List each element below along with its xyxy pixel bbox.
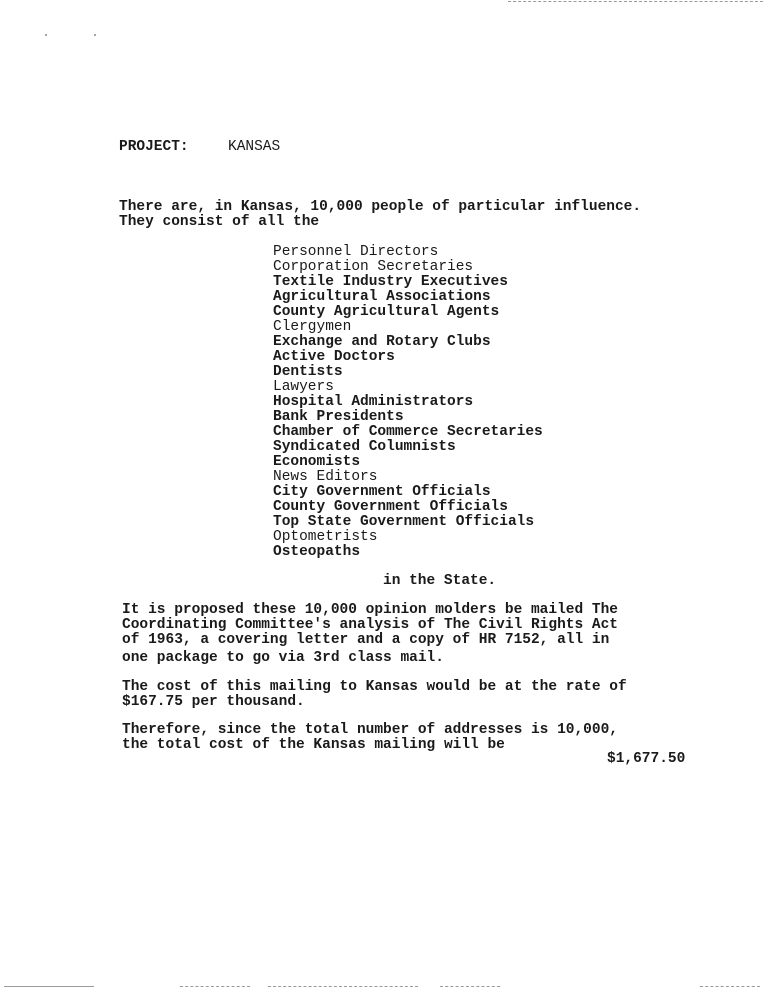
bottom-scan-edge xyxy=(700,986,760,987)
cost-line-1: The cost of this mailing to Kansas would be at the rate of xyxy=(122,679,627,695)
bottom-scan-edge xyxy=(268,986,418,987)
list-item: Active Doctors xyxy=(273,349,395,365)
list-item: Chamber of Commerce Secretaries xyxy=(273,424,543,440)
list-item: Clergymen xyxy=(273,319,352,335)
list-item: News Editors xyxy=(273,469,378,485)
list-item: Dentists xyxy=(273,364,343,380)
list-item: Optometrists xyxy=(273,529,378,545)
therefore-line-1: Therefore, since the total number of addresses is 10,000, xyxy=(122,722,618,738)
list-item: Osteopaths xyxy=(273,544,361,560)
proposal-line-1: It is proposed these 10,000 opinion molders be mailed The xyxy=(122,602,618,618)
bottom-scan-edge xyxy=(180,986,250,987)
therefore-line-2: the total cost of the Kansas mailing will be xyxy=(122,737,505,753)
list-item: Bank Presidents xyxy=(273,409,404,425)
proposal-line-4: one package to go via 3rd class mail. xyxy=(122,650,444,666)
intro-line-2: They consist of all the xyxy=(119,214,320,230)
list-item: Personnel Directors xyxy=(273,244,439,260)
cost-line-2: $167.75 per thousand. xyxy=(122,694,305,710)
top-scan-edge xyxy=(508,1,763,2)
list-item: Agricultural Associations xyxy=(273,289,491,305)
list-item: Hospital Administrators xyxy=(273,394,474,410)
list-item: Textile Industry Executives xyxy=(273,274,508,290)
intro-line-1: There are, in Kansas, 10,000 people of particular influence. xyxy=(119,199,642,215)
bottom-scan-edge xyxy=(440,986,500,987)
list-item: City Government Officials xyxy=(273,484,491,500)
list-item: Economists xyxy=(273,454,361,470)
project-label: PROJECT: xyxy=(119,139,189,155)
list-item: Corporation Secretaries xyxy=(273,259,474,275)
proposal-line-3: of 1963, a covering letter and a copy of HR 7152, all in xyxy=(122,632,610,648)
list-item: Syndicated Columnists xyxy=(273,439,456,455)
proposal-line-2: Coordinating Committee's analysis of The Civil Rights Act xyxy=(122,617,618,633)
list-item: Top State Government Officials xyxy=(273,514,535,530)
in-the-state: in the State. xyxy=(383,573,497,589)
total-cost: $1,677.50 xyxy=(607,751,686,767)
scan-speck xyxy=(94,34,96,36)
scan-speck xyxy=(45,34,47,36)
list-item: Lawyers xyxy=(273,379,334,395)
project-value: KANSAS xyxy=(228,139,281,155)
bottom-scan-edge xyxy=(4,986,94,987)
list-item: Exchange and Rotary Clubs xyxy=(273,334,491,350)
list-item: County Agricultural Agents xyxy=(273,304,500,320)
list-item: County Government Officials xyxy=(273,499,508,515)
